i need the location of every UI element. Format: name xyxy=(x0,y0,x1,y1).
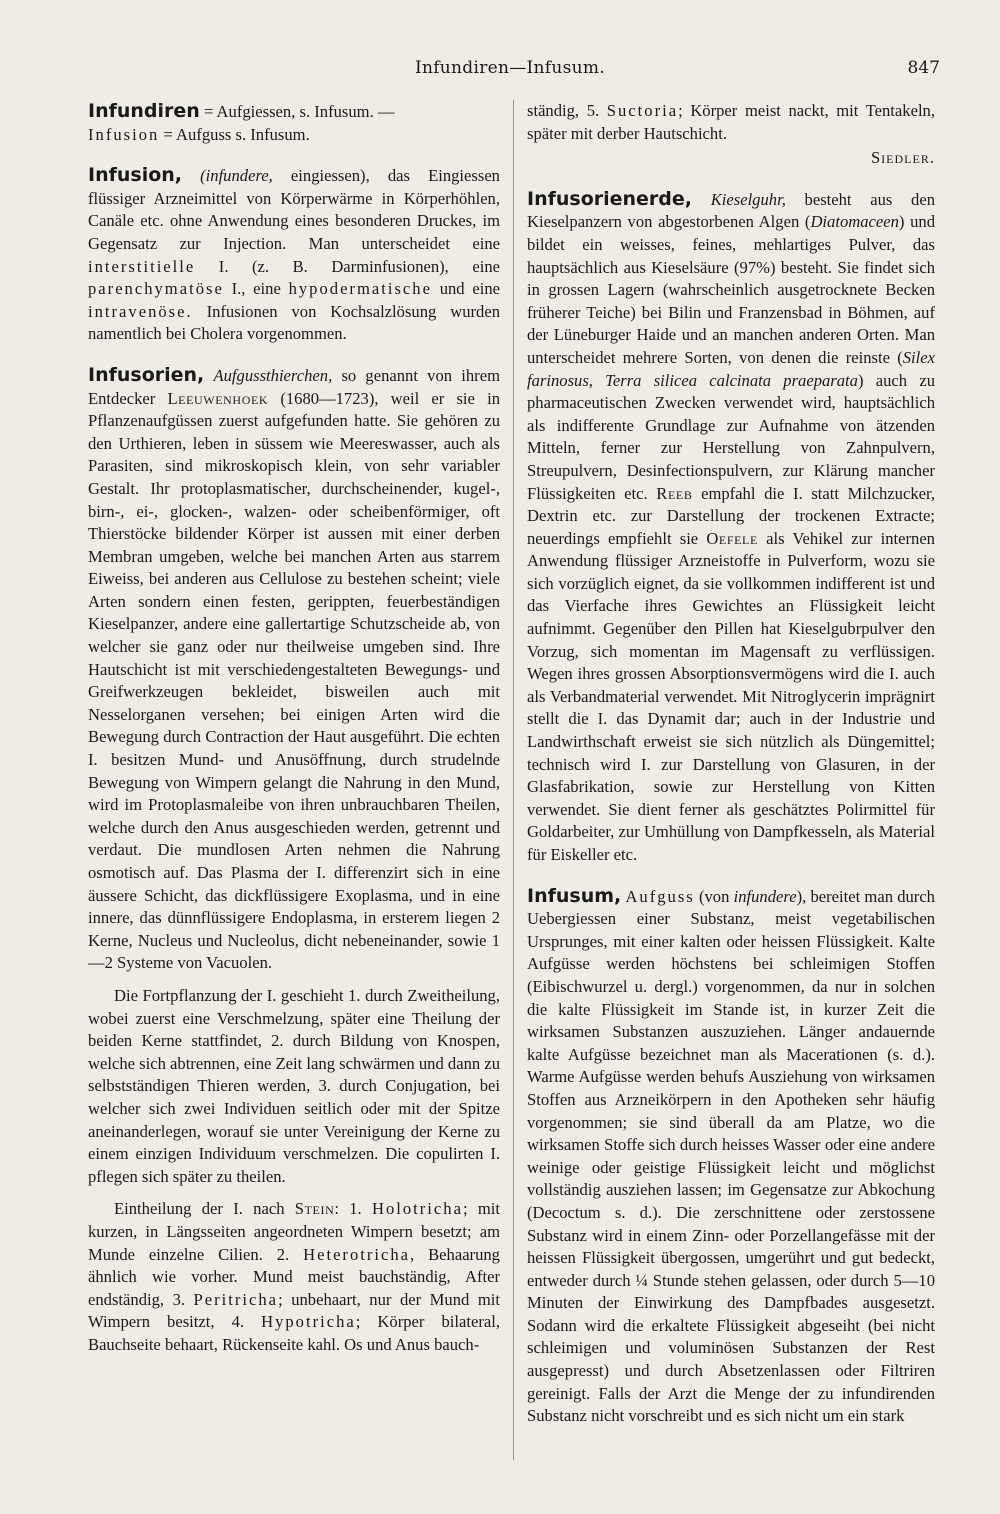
entry-infusorienerde xyxy=(527,188,935,867)
entry-infundiren xyxy=(88,100,500,124)
left-column xyxy=(88,100,500,1356)
entry-headword: Infusum, xyxy=(527,884,622,907)
entry-text: ), bereitet man durch Uebergiessen einer Substanz, meist vegetabilischen Ursprunges, mit einer kalten oder heissen Flüssigkeit. Kalte Aufgüsse werden höchstens bei schleimigen Stoffen (Eibischwurzel u. dergl.) vorgenommen, da nur in solchen die kalte Flüssigkeit im Stande ist, in kurzer Zeit die wirksamen Substanzen auszuziehen. Länger andauernde kalte Aufgüsse bezeichnet man als Macerationen (s. d.). Warme Aufgüsse werden behufs Ausziehung von wirksamen Stoffen aus Arzneikörpern in den Apotheken sehr häufig vorgenommen; sie sind überall da am Platze, wo die wirksamen Stoffe sich durch heisses Wasser oder eine andere weinige oder geistige Flüssigkeit leicht und möglichst vollständig ausziehen lassen; im Gegensatze zur Abkochung (Decoctum s. d.). Die zerschnittene oder zerstossene Substanz wird in einem Zinn- oder Porzellangefässe mit der heissen Flüssigkeit übergossen, umgerührt und gut bedeckt, entweder durch ¼ Stunde stehen gelassen, oder durch 5—10 Minuten der Einwirkung des Dampfbades ausgesetzt. Sodann wird die erkaltete Flüssigkeit abgeseiht (bei nicht schleimigen und voluminösen Substanzen der Rest ausgepresst) und durch Absetzenlassen oder Filtriren gereinigt. Falls der Arzt die Menge der zu infundirenden Substanz nicht vorschreibt und es sich nicht um ein stark xyxy=(527,886,935,1426)
entry-author: Stein xyxy=(294,1199,335,1219)
entry-spaced-term: Heterotricha xyxy=(303,1244,411,1264)
entry-text: I. (z. B. Darminfusionen), eine xyxy=(195,256,500,276)
column-divider xyxy=(513,100,514,1460)
entry-infusum xyxy=(527,885,935,1428)
entry-etymology: Kieselguhr, xyxy=(710,189,786,209)
entry-text: Infusionen von Kochsalzlösung wurden namentlich bei Cholera vorgenommen. xyxy=(88,301,500,344)
entry-text: ; Körper meist nackt, mit Tentakeln, später mit derber Hautschicht. xyxy=(527,101,935,143)
entry-continuation xyxy=(527,100,935,145)
entry-text: ; unbehaart, nur der Mund mit Wimpern besitzt, 4. xyxy=(88,1289,500,1332)
entry-etymology: Aufgussthierchen, xyxy=(213,365,333,385)
entry-text: ständig, 5. xyxy=(527,101,607,120)
running-head: Infundiren—Infusum. xyxy=(414,58,606,78)
entry-text: ) auch zu pharmaceutischen Zwecken verwendet wird, hauptsächlich als indifferente Grundlage zur Aufnahme von ätzenden Mitteln, ferner zur Herstellung von Zahnpulvern, Streupulvern, Desinfectionspulvern, zur Klärung mancher Flüssigkeiten etc. xyxy=(527,370,935,503)
entry-italic: Silex farinosus, Terra silicea calcinata praeparata xyxy=(527,347,935,390)
entry-text: = Aufgiessen, s. Infusum. — xyxy=(199,102,395,121)
entry-infusion-eq xyxy=(88,124,500,147)
entry-text: (1680—1723), weil er sie in Pflanzenaufgüssen zuerst aufgefunden hatte. Sie gehören zu den Urthieren, leben in süssem wie Meereswasser, auch als Parasiten, sind mikroskopisch klein, von sehr variabler Gestalt. Ihr protoplasmatischer, durchscheinender, kugel-, birn-, ei-, glocken-, walzen- oder scheibenförmiger, oft Thierstöcke bildender Körper ist aussen mit einer derben Membran umgeben, welche bei manchen Arten aus starrem Eiweiss, bei anderen aus Cellulose zu bestehen scheint; viele Arten sondern einen festen, gerippten, feuerbeständigen Kieselpanzer, andere eine gallertartige Schutzscheide ab, von welcher sie ganz oder nur theilweise umgeben sind. Ihre Hautschicht ist mit verschiedengestalteten Bewegungs- und Greifwerkzeugen bekleidet, bisweilen auch mit Nesselorganen versehen; bei einigen Arten wird die Bewegung durch Contraction der Haut ausgeführt. Die echten I. besitzen Mund- und Anusöffnung, durch strudelnde Bewegung von Wimpern gelangt die Nahrung in den Mund, wird im Protoplasmaleibe von ihren unbrauchbaren Theilen, welche durch den Anus ausgeschieden werden, getrennt und verdaut. Die mundlosen Arten nehmen die Nahrung osmotisch auf. Das Plasma der I. differenzirt sich in eine äussere Schicht, das dickflüssigere Exoplasma, und in eine innere, das dünnflüssigere Endoplasma, in ersterem liegen 2 Kerne, Nucleus und Nucleolus, dicht nebeneinander, sowie 1—2 Systeme von Vacuolen. xyxy=(88,388,500,973)
entry-spaced-term: Aufguss xyxy=(625,886,695,906)
entry-author: Reeb xyxy=(656,483,693,503)
entry-infusorien xyxy=(88,364,500,975)
entry-author: Oefele xyxy=(706,528,758,548)
entry-spaced-term: Hypotricha xyxy=(261,1312,356,1332)
entry-text: eingiessen), das Eingiessen flüssiger Arzneimittel von Körperwärme in Körperhöhlen, Canäle etc. ohne Anwendung eines besonderen Druckes, im Gegensatz zur Injection. Man unterscheidet eine xyxy=(88,166,500,253)
entry-headword: Infusion, xyxy=(88,164,183,187)
entry-text: (von xyxy=(694,886,734,906)
right-column xyxy=(527,100,935,1428)
entry-etymology: (infundere, xyxy=(200,166,273,186)
entry-text: Eintheilung der I. nach xyxy=(114,1199,295,1219)
entry-text: = Aufguss s. Infusum. xyxy=(159,124,310,144)
entry-paragraph xyxy=(88,1198,500,1356)
entry-etymology: infundere xyxy=(733,886,797,906)
entry-text: , Behaarung ähnlich wie vorher. Mund meist bauchständig, After endständig, 3. xyxy=(88,1244,500,1309)
entry-spaced-term: intravenöse. xyxy=(88,301,193,321)
entry-headword: Infusorienerde, xyxy=(527,187,693,210)
entry-text: und eine xyxy=(431,279,500,299)
author-signature: Siedler. xyxy=(870,148,935,168)
page-number: 847 xyxy=(907,58,940,78)
entry-text: ; mit kurzen, in Längsseiten angeordneten Wimpern besetzt; am Munde einzelne Cilien. 2. xyxy=(88,1199,500,1264)
entry-term: Infusion xyxy=(88,124,160,144)
entry-spaced-term: Suctoria xyxy=(606,101,679,120)
entry-text: empfahl die I. statt Milchzucker, Dextrin etc. zur Darstellung der trockenen Extracte; neuerdings empfiehlt sie xyxy=(527,483,935,548)
entry-spaced-term: Holotricha xyxy=(371,1199,463,1219)
entry-spaced-term: hypodermatische xyxy=(288,279,432,299)
entry-infusion xyxy=(88,164,500,346)
entry-author: Leeuwenhoek xyxy=(167,388,269,408)
entry-text: ) und bildet ein weisses, feines, mehlartiges Pulver, das hauptsächlich aus Kieselsäure (97%) besteht. Sie findet sich in grossen Lagern (wahrscheinlich ausgetrocknete Becken früherer Teiche) bei Bilin und Franzensbad in Böhmen, auf der Lüneburger Haide und an manchen anderen Orten. Man unterscheidet mehrere Sorten, von denen die reinste ( xyxy=(527,212,935,367)
entry-spaced-term: Peritricha xyxy=(193,1289,279,1309)
entry-text: : 1. xyxy=(334,1199,372,1219)
entry-text: besteht aus den Kieselpanzern von abgestorbenen Algen ( xyxy=(527,189,935,232)
entry-italic: Diatomaceen xyxy=(810,212,899,232)
entry-headword: Infusorien, xyxy=(88,363,205,386)
entry-spaced-term: interstitielle xyxy=(88,256,196,276)
entry-text: I., eine xyxy=(223,279,289,299)
entry-spaced-term: parenchymatöse xyxy=(88,279,224,299)
entry-text: so genannt von ihrem Entdecker xyxy=(88,365,500,408)
entry-text: ; Körper bilateral, Bauchseite behaart, Rückenseite kahl. Os und Anus bauch- xyxy=(88,1312,500,1354)
entry-text: als Vehikel zur internen Anwendung flüssiger Arzneistoffe in Pulverform, wozu sie sich vorzüglich eignet, da sie vollkommen indifferent ist und das Vierfache ihres Gewichtes an Flüssigkeit leicht aufnimmt. Gegenüber den Pillen hat Kieselgubrpulver den Vorzug, sich momentan im Magensaft zu verflüssigen. Wegen ihres grossen Absorptionsvermögens wird die I. auch als Verbandmaterial verwendet. Mit Nitroglycerin imprägnirt stellt die I. das Dynamit dar; auch in der Industrie und Landwirthschaft erweist sie sich nützlich als Düngemittel; technisch wird I. zur Darstellung von Glasuren, in der Glasfabrikation, sowie zur Herstellung von Kitten verwendet. Sie dient ferner als geschätztes Polirmittel für Goldarbeiter, zur Umhüllung von Dampfkesseln, als Material für Eiskeller etc. xyxy=(527,528,935,864)
page-header xyxy=(80,58,940,82)
entry-paragraph: Die Fortpflanzung der I. geschieht 1. durch Zweitheilung, wobei zuerst eine Verschmelzung, später eine Theilung der beiden Kerne stattfindet, 2. durch Bildung von Knospen, welche sich abtrennen, eine Zeit lang schwärmen und dann zu selbstständigen Thieren werden, 3. durch Conjugation, bei welcher sich zwei Individuen seitlich oder mit der Spitze aneinanderlegen, worauf sie unter Vereinigung der Kerne zu einem einzigen Individuum verschmelzen. Die copulirten I. pflegen sich später zu theilen. xyxy=(88,985,500,1186)
entry-headword: Infundiren xyxy=(88,100,200,122)
